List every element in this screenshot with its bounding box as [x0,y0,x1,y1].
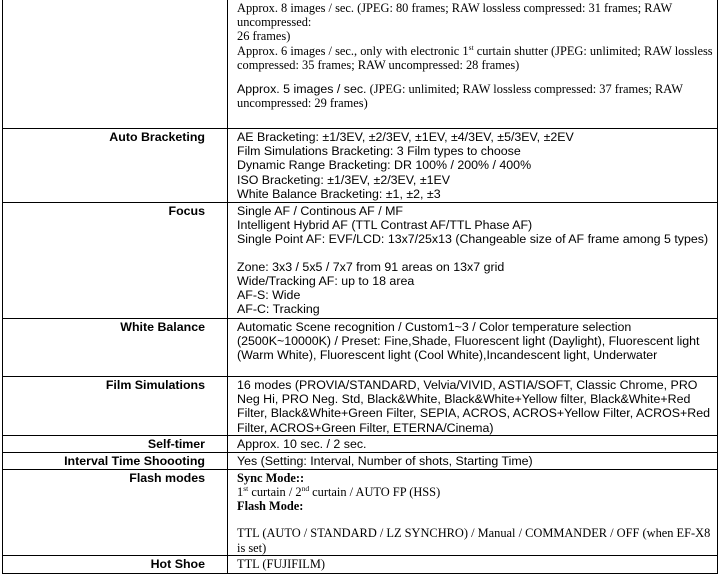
row-flash-modes [3,469,718,555]
row-auto-bracketing [3,129,718,203]
sync-mode-text [237,485,713,499]
spec-table [2,0,718,574]
row-white-balance [3,319,718,377]
cs-6fps-sup: st [468,42,474,52]
row-film-simulations [3,377,718,436]
row-continuous-shooting [3,0,718,129]
sync-text-2: curtain / 2 [248,485,302,500]
film-simulations-value: 16 modes (PROVIA/STANDARD, Velvia/VIVID, ASTIA/SOFT, Classic Chrome, PRO Neg Hi, PRO Neg. Std, Black&White, Black&White+Yellow filter, Black&White+Red Filter, Black&White+Green Filter, SEPIA, ACROS, ACROS+Yellow Filter, ACROS+Red Filter, ACROS+Green Filter, ETERNA/Cinema) [228,377,718,436]
label-film-simulations: Film Simulations [3,377,228,436]
label-self-timer: Self-timer [3,435,228,452]
sync-text-1: 1 [237,485,244,500]
continuous-shooting-value [228,0,718,129]
focus-line: Wide/Tracking AF: up to 18 area [237,273,415,288]
sync-mode-title: Sync Mode:: [237,470,305,485]
cs-6fps-text: Approx. 6 images / sec., only with electronic 1 [237,43,469,58]
cs-line-5fps [237,82,713,110]
flash-modes-value [228,469,718,555]
focus-value [228,203,718,319]
label-white-balance: White Balance [3,319,228,377]
focus-line: Intelligent Hybrid AF (TTL Contrast AF/TTL Phase AF) [237,218,533,233]
label-flash-modes: Flash modes [3,469,228,555]
row-label [3,0,228,129]
sync-sup-1: st [243,483,249,493]
cs-5fps-sans: Approx. 5 images / sec. [237,82,367,97]
bracket-line: White Balance Bracketing: ±1, ±2, ±3 [237,186,441,201]
bracket-line: Film Simulations Bracketing: 3 Film types to choose [237,144,521,159]
hot-shoe-value: TTL (FUJIFILM) [228,555,718,573]
row-self-timer [3,435,718,452]
focus-line: AF-S: Wide [237,288,301,303]
cs-5fps-serif: (JPEG: unlimited; RAW lossless compressed: 37 frames; RAW uncompressed: 29 frames) [237,82,683,111]
bracket-line: ISO Bracketing: ±1/3EV, ±2/3EV, ±1EV [237,172,451,187]
label-hot-shoe: Hot Shoe [3,555,228,573]
flash-mode-text: TTL (AUTO / STANDARD / LZ SYNCHRO) / Manual / COMMANDER / OFF (when EF-X8 is set) [237,526,711,555]
row-focus [3,203,718,319]
focus-line: AF-C: Tracking [237,302,320,317]
focus-line: Single Point AF: EVF/LCD: 13x7/25x13 (Changeable size of AF frame among 5 types) [237,232,709,247]
interval-shooting-value: Yes (Setting: Interval, Number of shots, Starting Time) [228,452,718,469]
label-interval-shooting: Interval Time Shoooting [3,452,228,469]
label-auto-bracketing: Auto Bracketing [3,129,228,203]
self-timer-value: Approx. 10 sec. / 2 sec. [228,435,718,452]
flash-mode-title: Flash Mode: [237,499,304,514]
bracket-line: Dynamic Range Bracketing: DR 100% / 200% / 400% [237,158,532,173]
cs-line-6fps [237,44,713,72]
cs-line-8fps: Approx. 8 images / sec. (JPEG: 80 frames; RAW lossless compressed: 31 frames; RAW uncompressed: [237,1,672,30]
sync-text-3: curtain / AUTO FP (HSS) [309,485,441,500]
label-focus: Focus [3,203,228,319]
focus-line: Single AF / Continous AF / MF [237,204,403,218]
bracket-line: AE Bracketing: ±1/3EV, ±2/3EV, ±1EV, ±4/3EV, ±5/3EV, ±2EV [237,130,574,144]
cs-line-8fps-cont: 26 frames) [237,29,291,44]
cs-6fps-text-2: curtain shutter (JPEG: unlimited; RAW lossless compressed: 35 frames; RAW uncompressed: 28 frames) [237,43,713,72]
row-interval-shooting [3,452,718,469]
white-balance-value: Automatic Scene recognition / Custom1~3 / Color temperature selection (2500K~10000K) / Preset: Fine,Shade, Fluorescent light (Daylight), Fluorescent light (Warm White), Fluorescent light (Cool White),Incandescent light, Underwater [228,319,718,377]
auto-bracketing-value [228,129,718,203]
focus-line: Zone: 3x3 / 5x5 / 7x7 from 91 areas on 13x7 grid [237,259,505,274]
sync-sup-2: nd [301,483,310,493]
